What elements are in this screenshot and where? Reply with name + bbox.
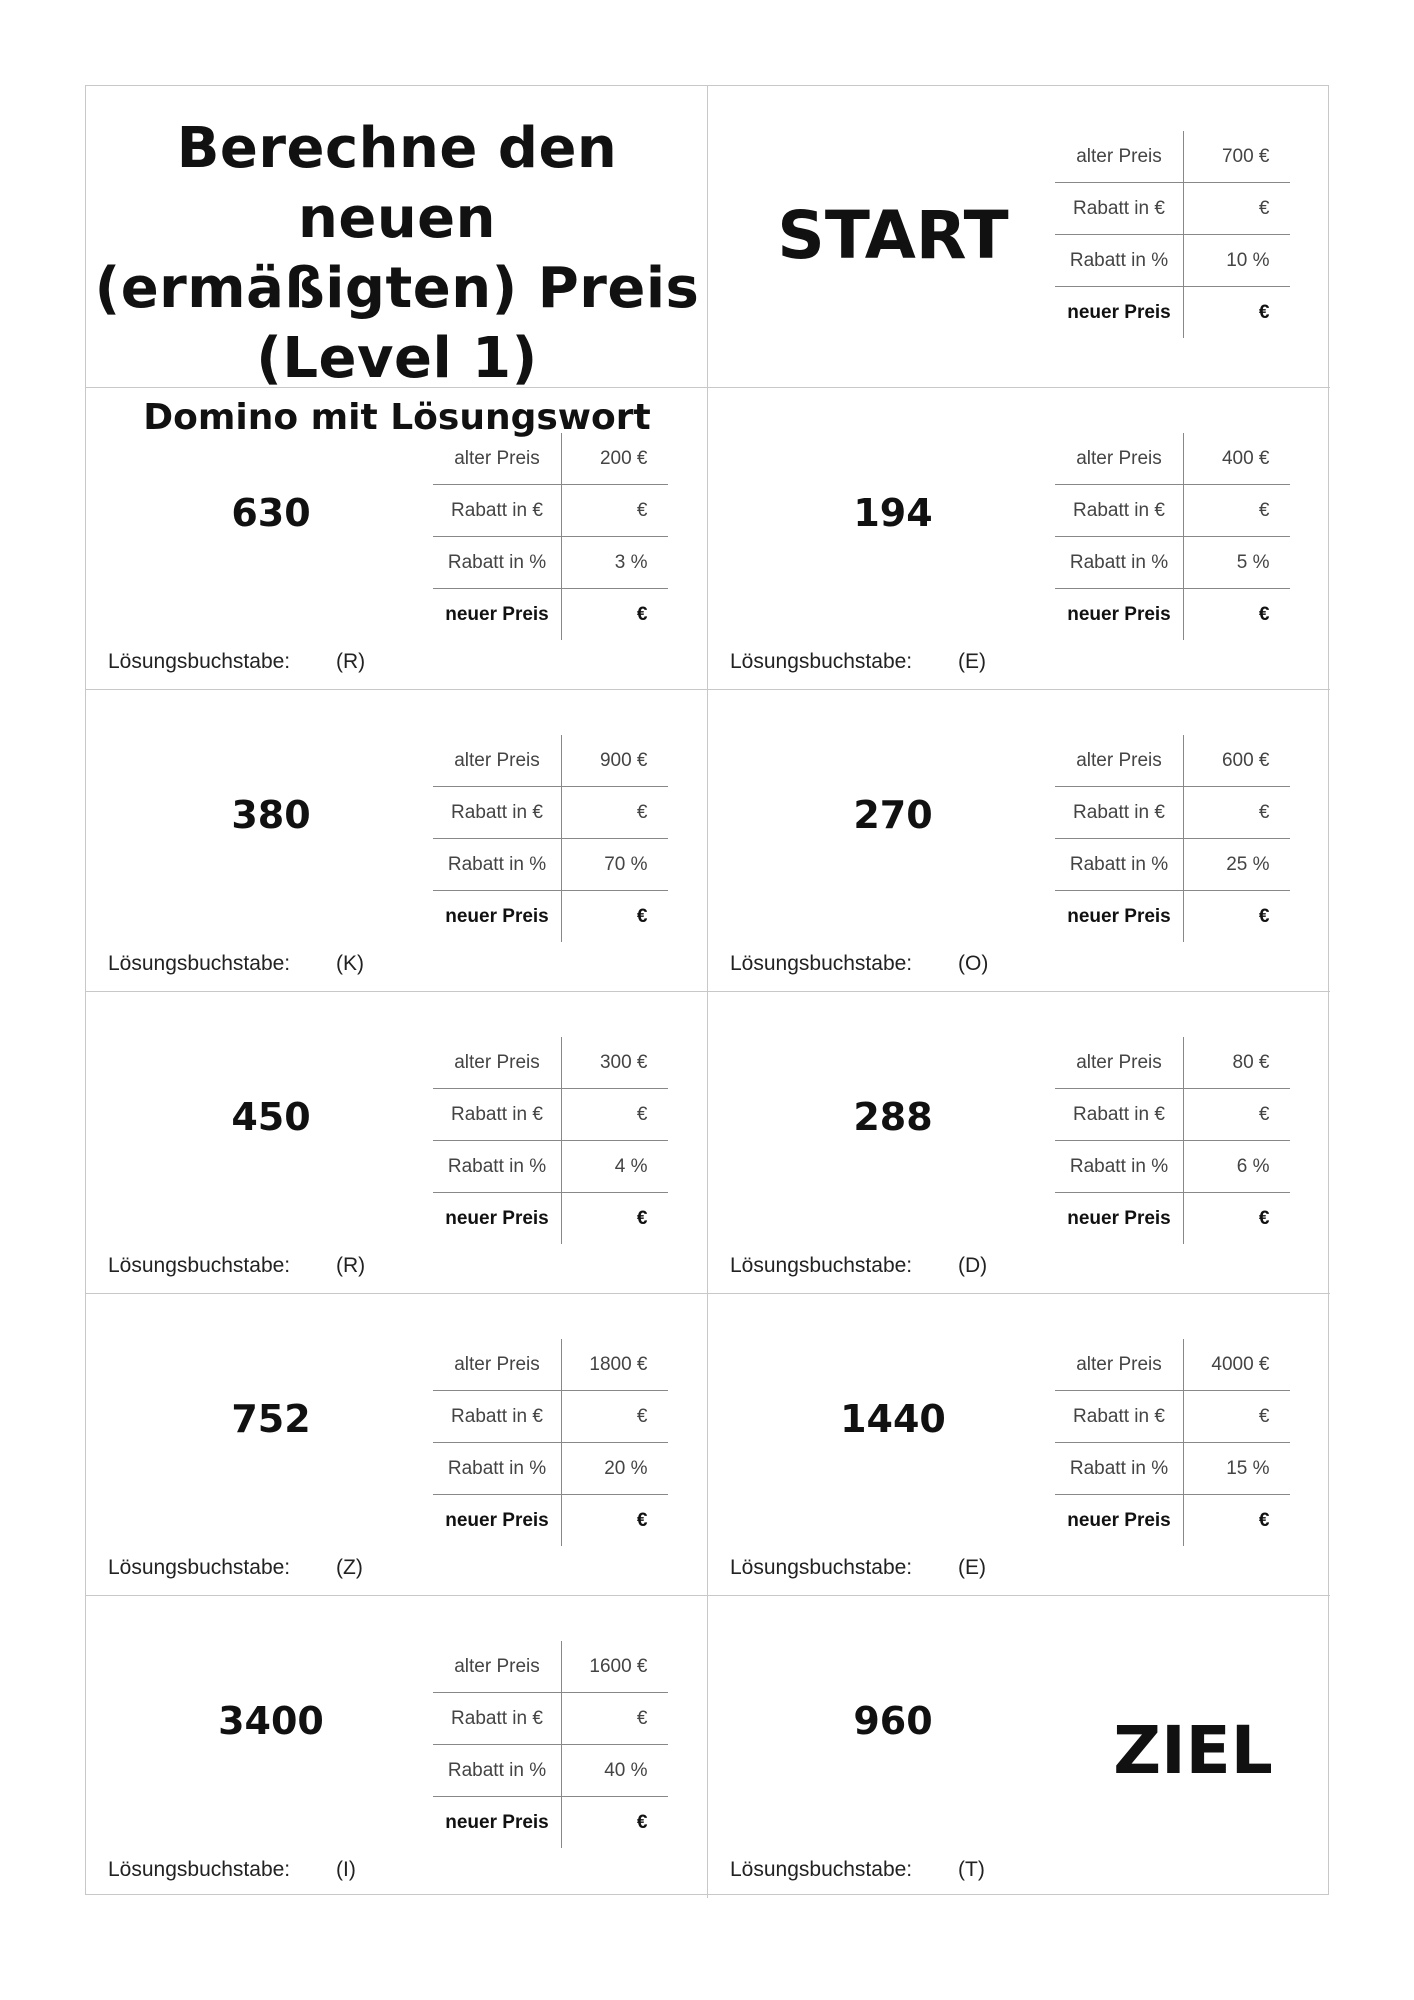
price-table [433, 1037, 668, 1244]
new-price-label: neuer Preis [433, 589, 562, 641]
new-price-label: neuer Preis [1055, 1193, 1184, 1245]
price-table [1055, 131, 1290, 338]
price-table [433, 1641, 668, 1848]
discount-eur-label: Rabatt in € [433, 787, 562, 839]
old-price-value: 200 € [562, 433, 668, 485]
solution-letter: (R) [336, 650, 366, 673]
discount-eur-label: Rabatt in € [1055, 787, 1184, 839]
answer-number: 450 [231, 1095, 311, 1139]
discount-pct-label: Rabatt in % [1055, 1141, 1184, 1193]
domino-card [86, 690, 708, 992]
new-price-label: neuer Preis [1055, 287, 1184, 339]
new-price-value: € [1258, 301, 1270, 323]
discount-pct-value: 25 % [1184, 839, 1290, 891]
price-table [433, 433, 668, 640]
discount-eur-value: € [1184, 183, 1290, 235]
old-price-label: alter Preis [1055, 1037, 1184, 1089]
solution-letter: (E) [958, 1556, 986, 1579]
answer-number: 194 [853, 491, 933, 535]
discount-eur-label: Rabatt in € [433, 485, 562, 537]
title-line-1: Berechne den neuen [176, 116, 618, 251]
discount-eur-value: € [1184, 485, 1290, 537]
old-price-label: alter Preis [1055, 433, 1184, 485]
solution-letter-label: Lösungsbuchstabe: [730, 952, 913, 975]
new-price-value: € [1258, 1509, 1270, 1531]
discount-pct-value: 6 % [1184, 1141, 1290, 1193]
discount-pct-label: Rabatt in % [433, 1443, 562, 1495]
discount-pct-value: 40 % [562, 1745, 668, 1797]
domino-card [86, 1294, 708, 1596]
new-price-label: neuer Preis [1055, 1495, 1184, 1547]
title-line-2: (ermäßigten) Preis [94, 256, 700, 321]
old-price-value: 4000 € [1184, 1339, 1290, 1391]
answer-number: 3400 [218, 1699, 324, 1743]
old-price-value: 80 € [1184, 1037, 1290, 1089]
solution-letter-row [108, 1858, 356, 1882]
solution-letter: (E) [958, 650, 986, 673]
solution-letter-label: Lösungsbuchstabe: [730, 1254, 913, 1277]
discount-pct-value: 70 % [562, 839, 668, 891]
discount-eur-label: Rabatt in € [433, 1693, 562, 1745]
new-price-label: neuer Preis [1055, 589, 1184, 641]
new-price-value: € [636, 603, 648, 625]
solution-letter-row [730, 1556, 986, 1580]
discount-pct-label: Rabatt in % [1055, 1443, 1184, 1495]
solution-letter-row [108, 952, 364, 976]
solution-letter-label: Lösungsbuchstabe: [730, 1556, 913, 1579]
answer-number: 630 [231, 491, 311, 535]
old-price-value: 700 € [1184, 131, 1290, 183]
new-price-label: neuer Preis [1055, 891, 1184, 943]
solution-letter-label: Lösungsbuchstabe: [108, 952, 291, 975]
old-price-label: alter Preis [433, 735, 562, 787]
new-price-value: € [636, 1207, 648, 1229]
discount-pct-value: 15 % [1184, 1443, 1290, 1495]
price-table [433, 1339, 668, 1546]
old-price-label: alter Preis [1055, 131, 1184, 183]
solution-letter-label: Lösungsbuchstabe: [108, 1556, 291, 1579]
discount-pct-value: 3 % [562, 537, 668, 589]
answer-number: 960 [853, 1699, 933, 1743]
old-price-label: alter Preis [1055, 1339, 1184, 1391]
domino-card [708, 992, 1330, 1294]
discount-eur-label: Rabatt in € [1055, 485, 1184, 537]
answer-number: 752 [231, 1397, 311, 1441]
new-price-label: neuer Preis [433, 891, 562, 943]
discount-pct-value: 20 % [562, 1443, 668, 1495]
domino-card [708, 690, 1330, 992]
start-label: START [777, 197, 1009, 274]
domino-sheet [85, 85, 1329, 1895]
old-price-value: 1600 € [562, 1641, 668, 1693]
old-price-label: alter Preis [433, 1037, 562, 1089]
discount-eur-value: € [562, 787, 668, 839]
domino-card [86, 992, 708, 1294]
discount-eur-value: € [562, 485, 668, 537]
old-price-value: 1800 € [562, 1339, 668, 1391]
discount-eur-value: € [562, 1693, 668, 1745]
domino-card [708, 388, 1330, 690]
price-table [1055, 433, 1290, 640]
title-line-3: (Level 1) [256, 326, 538, 391]
solution-letter-row [730, 650, 986, 674]
price-table [1055, 735, 1290, 942]
discount-eur-value: € [562, 1089, 668, 1141]
discount-pct-label: Rabatt in % [433, 839, 562, 891]
discount-pct-value: 5 % [1184, 537, 1290, 589]
domino-card [86, 1596, 708, 1898]
discount-eur-value: € [562, 1391, 668, 1443]
discount-eur-label: Rabatt in € [1055, 183, 1184, 235]
solution-letter-row [108, 1254, 365, 1278]
solution-letter-row [730, 952, 988, 976]
solution-letter-row [108, 650, 365, 674]
old-price-label: alter Preis [433, 1339, 562, 1391]
old-price-label: alter Preis [433, 433, 562, 485]
discount-eur-label: Rabatt in € [433, 1391, 562, 1443]
solution-letter-row [730, 1858, 985, 1882]
new-price-value: € [636, 905, 648, 927]
solution-letter: (R) [336, 1254, 366, 1277]
new-price-label: neuer Preis [433, 1193, 562, 1245]
answer-number: 380 [231, 793, 311, 837]
discount-eur-label: Rabatt in € [433, 1089, 562, 1141]
old-price-value: 400 € [1184, 433, 1290, 485]
discount-eur-label: Rabatt in € [1055, 1089, 1184, 1141]
solution-letter-label: Lösungsbuchstabe: [730, 650, 913, 673]
answer-number: 1440 [840, 1397, 946, 1441]
solution-letter-label: Lösungsbuchstabe: [108, 1254, 291, 1277]
solution-letter-label: Lösungsbuchstabe: [108, 650, 291, 673]
discount-pct-label: Rabatt in % [433, 1141, 562, 1193]
solution-letter-label: Lösungsbuchstabe: [108, 1858, 291, 1881]
discount-eur-label: Rabatt in € [1055, 1391, 1184, 1443]
discount-pct-label: Rabatt in % [1055, 235, 1184, 287]
discount-pct-label: Rabatt in % [433, 537, 562, 589]
discount-pct-value: 4 % [562, 1141, 668, 1193]
new-price-label: neuer Preis [433, 1495, 562, 1547]
old-price-value: 300 € [562, 1037, 668, 1089]
new-price-value: € [1258, 1207, 1270, 1229]
old-price-label: alter Preis [433, 1641, 562, 1693]
answer-number: 270 [853, 793, 933, 837]
solution-letter: (T) [958, 1858, 985, 1881]
price-table [1055, 1037, 1290, 1244]
end-card [708, 1596, 1330, 1898]
goal-label: ZIEL [1113, 1712, 1273, 1789]
old-price-value: 900 € [562, 735, 668, 787]
solution-letter-label: Lösungsbuchstabe: [730, 1858, 913, 1881]
solution-letter: (I) [336, 1858, 356, 1881]
solution-letter-row [730, 1254, 987, 1278]
answer-number: 288 [853, 1095, 933, 1139]
discount-pct-label: Rabatt in % [1055, 839, 1184, 891]
new-price-value: € [636, 1811, 648, 1833]
solution-letter: (Z) [336, 1556, 363, 1579]
worksheet-subtitle: Domino mit Lösungswort [143, 397, 651, 438]
discount-pct-label: Rabatt in % [433, 1745, 562, 1797]
old-price-label: alter Preis [1055, 735, 1184, 787]
discount-eur-value: € [1184, 1089, 1290, 1141]
solution-letter: (D) [958, 1254, 988, 1277]
solution-letter: (O) [958, 952, 989, 975]
discount-pct-label: Rabatt in % [1055, 537, 1184, 589]
discount-eur-value: € [1184, 1391, 1290, 1443]
new-price-value: € [1258, 603, 1270, 625]
solution-letter: (K) [336, 952, 364, 975]
title-card [86, 86, 708, 438]
new-price-value: € [1258, 905, 1270, 927]
price-table [1055, 1339, 1290, 1546]
new-price-label: neuer Preis [433, 1797, 562, 1849]
discount-pct-value: 10 % [1184, 235, 1290, 287]
discount-eur-value: € [1184, 787, 1290, 839]
new-price-value: € [636, 1509, 648, 1531]
old-price-value: 600 € [1184, 735, 1290, 787]
price-table [433, 735, 668, 942]
solution-letter-row [108, 1556, 363, 1580]
start-card [708, 86, 1330, 388]
domino-card [86, 388, 708, 690]
domino-card [708, 1294, 1330, 1596]
